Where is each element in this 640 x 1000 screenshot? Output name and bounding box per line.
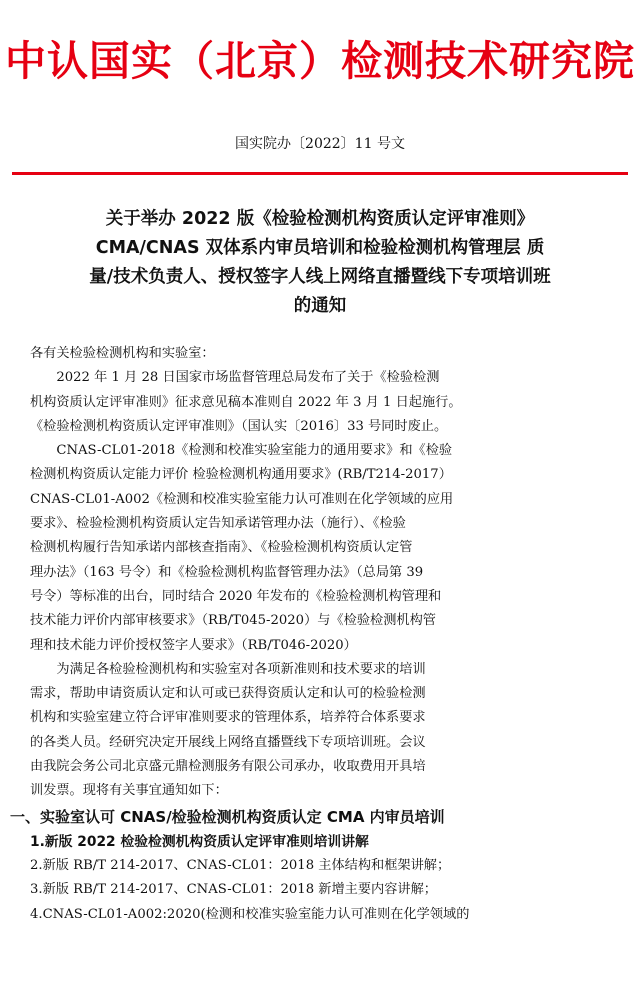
notice-body <box>10 342 612 927</box>
section-item-list <box>30 830 612 927</box>
paragraph-line: 要求》、检验检测机构资质认定告知承诺管理办法（施行）、《检验 <box>30 516 406 532</box>
paragraph-line: 训发票。现将有关事宜通知如下： <box>30 783 228 799</box>
paragraph-announcement <box>30 366 612 439</box>
notice-title-line: 的通知 <box>293 296 347 316</box>
paragraph-line: 为满足各检验检测机构和实验室对各项新准则和技术要求的培训 <box>56 661 426 677</box>
paragraph-line: CNAS-CL01-2018《检测和校准实验室能力的通用要求》和《检验 <box>56 443 453 459</box>
section-heading: 一、实验室认可 CNAS/检验检测机构资质认定 CMA 内审员培训 <box>10 807 445 826</box>
paragraph-line: CNAS-CL01-A002《检测和校准实验室能力认可准则在化学领域的应用 <box>30 491 454 507</box>
paragraph-line: 理和技术能力评价授权签字人要求》（RB/T046-2020） <box>30 637 357 653</box>
red-divider-line <box>12 172 628 175</box>
list-item: 3.新版 RB/T 214-2017、CNAS-CL01：2018 新增主要内容讲解； <box>30 882 437 898</box>
paragraph-line: 《检验检测机构资质认定评审准则》（国认实〔2016〕33 号同时废止。 <box>30 418 448 434</box>
paragraph-line: 检测机构履行告知承诺内部核查指南》、《检验检测机构资质认定管 <box>30 540 413 556</box>
salutation <box>30 342 612 366</box>
paragraph-line: 号令）等标准的出台，同时结合 2020 年发布的《检验检测机构管理和 <box>30 588 442 604</box>
salutation-text: 各有关检验检测机构和实验室： <box>30 346 215 361</box>
paragraph-line: 的各类人员。经研究决定开展线上网络直播暨线下专项培训班。会议 <box>30 734 426 750</box>
paragraph-line: 技术能力评价内部审核要求》（RB/T045-2020）与《检验检测机构管 <box>30 613 436 629</box>
notice-title-line: CMA/CNAS 双体系内审员培训和检验检测机构管理层 质 <box>95 238 545 258</box>
paragraph-line: 机构和实验室建立符合评审准则要求的管理体系，培养符合体系要求 <box>30 710 426 726</box>
list-item: 2.新版 RB/T 214-2017、CNAS-CL01：2018 主体结构和框架讲解； <box>30 857 451 873</box>
paragraph-line: 理办法》（163 号令）和《检验检测机构监督管理办法》（总局第 39 <box>30 564 424 580</box>
list-item: 1.新版 2022 检验检测机构资质认定评审准则培训讲解 <box>30 833 369 850</box>
paragraph-line: 需求，帮助申请资质认定和认可或已获得资质认定和认可的检验检测 <box>30 686 426 702</box>
institute-name-header: 中认国实（北京）检测技术研究院 <box>5 37 635 85</box>
list-item: 4.CNAS-CL01-A002:2020(检测和校准实验室能力认可准则在化学领域的 <box>30 906 470 922</box>
paragraph-line: 由我院会务公司北京盛元鼎检测服务有限公司承办，收取费用开具培 <box>30 759 426 775</box>
notice-title-line: 关于举办 2022 版《检验检测机构资质认定评审准则》 <box>105 209 535 229</box>
paragraph-standards <box>30 439 612 658</box>
paragraph-line: 2022 年 1 月 28 日国家市场监督管理总局发布了关于《检验检测 <box>56 370 440 386</box>
notice-title-line: 量/技术负责人、授权签字人线上网络直播暨线下专项培训班 <box>89 267 551 287</box>
document-number: 国实院办〔2022〕11 号文 <box>235 136 405 152</box>
paragraph-line: 机构资质认定评审准则》征求意见稿本准则自 2022 年 3 月 1 日起施行。 <box>30 394 462 410</box>
notice-title <box>30 205 610 321</box>
paragraph-line: 检测机构资质认定能力评价 检验检测机构通用要求》(RB/T214-2017） <box>30 467 452 483</box>
paragraph-purpose <box>30 658 612 804</box>
